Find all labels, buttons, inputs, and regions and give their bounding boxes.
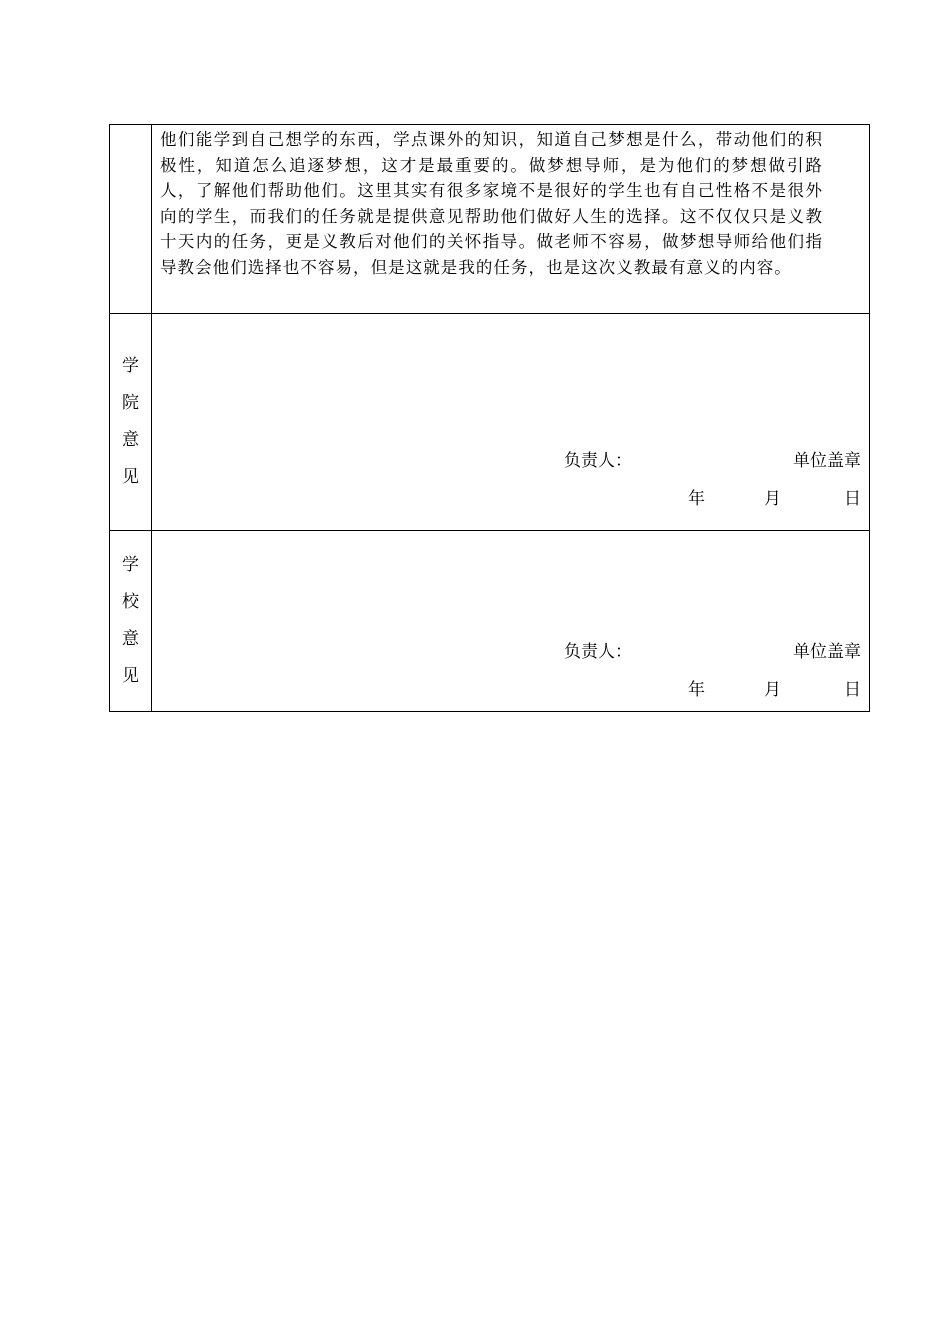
school-seal-label: 单位盖章 [793,642,861,662]
college-label-char: 学 [122,356,139,376]
college-seal-label: 单位盖章 [793,451,861,471]
school-year-label: 年 [688,680,705,700]
school-month-label: 月 [764,680,781,700]
college-label-char: 见 [122,467,139,487]
school-label-char: 学 [122,555,139,575]
college-opinion-label [110,314,152,530]
school-label-char: 意 [122,629,139,649]
school-responsible-label: 负责人： [564,642,632,662]
essay-label-cell [110,125,152,313]
essay-row [110,125,869,314]
essay-paragraph: 他们能学到自己想学的东西，学点课外的知识，知道自己梦想是什么，带动他们的积极性，知道怎么追逐梦想，这才是最重要的。做梦想导师，是为他们的梦想做引路人，了解他们帮助他们。这里其实有很多家境不是很好的学生也有自己性格不是很外向的学生，而我们的任务就是提供意见帮助他们做好人生的选择。这不仅仅只是义教十天内的任务，更是义教后对他们的关怀指导。做老师不容易，做梦想导师给他们指导教会他们选择也不容易，但是这就是我的任务，也是这次义教最有意义的内容。 [160,130,823,277]
opinion-form-table [109,124,870,712]
school-opinion-content[interactable] [152,531,869,711]
college-opinion-row [110,314,869,531]
school-opinion-row [110,531,869,711]
college-label-char: 院 [122,393,139,413]
college-label-char: 意 [122,430,139,450]
school-day-label: 日 [844,680,861,700]
essay-content-cell [152,125,869,313]
college-year-label: 年 [688,489,705,509]
college-month-label: 月 [764,489,781,509]
school-label-char: 见 [122,666,139,686]
college-opinion-content[interactable] [152,314,869,530]
college-day-label: 日 [844,489,861,509]
school-opinion-label [110,531,152,711]
college-responsible-label: 负责人： [564,451,632,471]
school-label-char: 校 [122,592,139,612]
